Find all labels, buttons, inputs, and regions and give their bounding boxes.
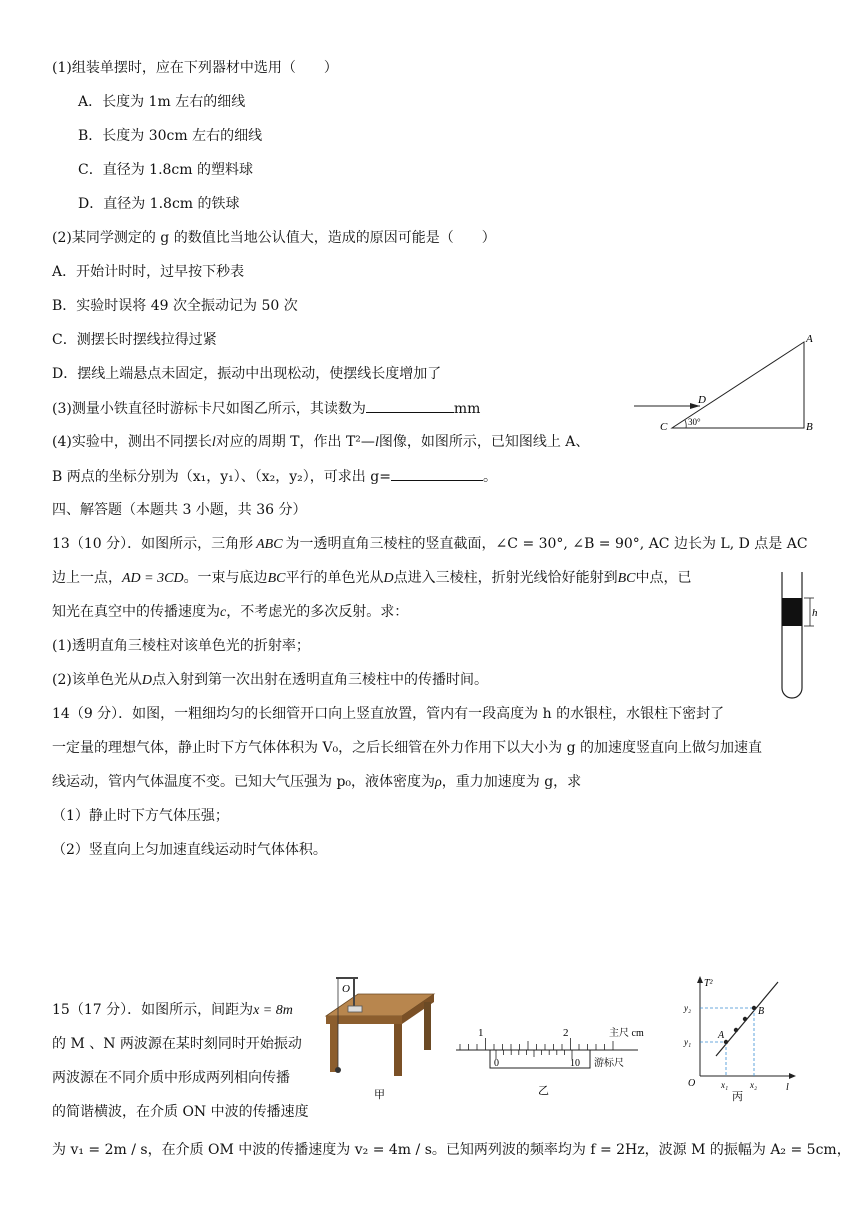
vernier-caliper-figure <box>452 1020 662 1100</box>
equation: x = 8m <box>253 1003 293 1018</box>
prism-diagram <box>628 330 824 436</box>
stand-base <box>348 1006 362 1012</box>
vernier-number: 0 <box>494 1058 499 1069</box>
y-axis-label: T² <box>704 978 713 989</box>
label-b: B <box>806 421 813 433</box>
q13-text: 平行的单色光从 <box>285 570 384 586</box>
q12-part4-text-mid: 对应的周期 T，作出 T²— <box>215 434 375 450</box>
q12-part4-line2 <box>52 466 497 487</box>
figure-caption: 丙 <box>732 1091 743 1102</box>
q12-option-a: A．长度为 1m 左右的细线 <box>78 94 246 110</box>
tick-x2: x₂ <box>750 1080 758 1090</box>
symbol-l: l <box>374 435 379 450</box>
q14-sub1: （1）静止时下方气体压强； <box>52 808 229 824</box>
table-front-edge <box>326 1016 402 1024</box>
glass-tube <box>782 572 802 698</box>
answer-blank[interactable] <box>391 466 483 481</box>
label-h: h <box>812 607 818 619</box>
q13-text: 点进入三棱柱，折射光线恰好能射到 <box>393 570 618 586</box>
label-d: D <box>698 394 706 406</box>
q14-line1: 14（9 分）．如图，一粗细均匀的长细管开口向上竖直放置，管内有一段高度为 h 的水银柱，水银柱下密封了 <box>52 706 725 722</box>
q13-text: 知光在真空中的传播速度为 <box>52 604 220 620</box>
q12-part4-coords: B 两点的坐标分别为（x₁，y₁）、（x₂，y₂），可求出 g= <box>52 469 391 485</box>
table-leg <box>394 1024 402 1076</box>
q15-line2: 的 M 、N 两波源在某时刻同时开始振动 <box>52 1036 302 1052</box>
table-leg <box>424 1002 431 1050</box>
q12-part2-option-b: B．实验时误将 49 次全振动记为 50 次 <box>52 298 298 314</box>
symbol-rho: ρ <box>435 775 442 790</box>
q12-option-d: D．直径为 1.8cm 的铁球 <box>78 196 240 212</box>
q12-part2-option-d: D．摆线上端悬点未固定，振动中出现松动，使摆线长度增加了 <box>52 366 442 382</box>
t2-l-graph <box>676 972 806 1102</box>
symbol-bc: BC <box>267 571 286 586</box>
main-scale-label: 主尺 cm <box>609 1028 644 1039</box>
q12-part2-option-a: A．开始计时时，过早按下秒表 <box>52 264 245 280</box>
q13-sub1: (1)透明直角三棱柱对该单色光的折射率； <box>52 638 310 654</box>
q12-part4-text-end: 图像，如图所示，已知图线上 A、 <box>378 434 590 450</box>
figure-caption: 乙 <box>538 1085 549 1097</box>
vernier-label: 游标尺 <box>594 1058 624 1069</box>
q12-part4-text: (4)实验中，测出不同摆长 <box>52 434 212 450</box>
q13-text: (2)该单色光从 <box>52 672 142 688</box>
q14-text: ，重力加速度为 g，求 <box>441 774 582 790</box>
q12-part4 <box>52 432 589 453</box>
q12-part1: (1)组装单摆时，应在下列器材中选用（ ） <box>52 60 338 76</box>
point-b <box>752 1006 756 1010</box>
main-scale-ticks <box>460 1038 613 1050</box>
q13-text: ，不考虑光的多次反射。求： <box>226 604 409 620</box>
q13-text: 点入射到第一次出射在透明直角三棱柱中的传播时间。 <box>151 672 488 688</box>
y-axis-arrow-icon <box>697 976 703 983</box>
figure-caption: 甲 <box>374 1089 385 1101</box>
q14-line3 <box>52 772 581 793</box>
q12-part3-text: (3)测量小铁直径时游标卡尺如图乙所示，其读数为 <box>52 401 366 417</box>
q13-text: 。一束与底边 <box>183 570 268 586</box>
origin-label: O <box>688 1078 696 1089</box>
vernier-number: 10 <box>570 1058 580 1069</box>
mercury-column <box>782 598 802 626</box>
section-heading: 四、解答题（本题共 3 小题，共 36 分） <box>52 502 307 518</box>
tick-y1: y₁ <box>684 1037 692 1047</box>
q14-line2: 一定量的理想气体，静止时下方气体体积为 V₀，之后长细管在外力作用下以大小为 g 的加速度竖直向上做匀加速直 <box>52 740 763 756</box>
label-b: B <box>758 1006 765 1017</box>
data-point <box>743 1017 747 1021</box>
q15-line3: 两波源在不同介质中形成两列相向传播 <box>52 1070 290 1086</box>
q12-option-b: B．长度为 30cm 左右的细线 <box>78 128 263 144</box>
symbol-bc: BC <box>617 571 636 586</box>
symbol-c: c <box>220 605 227 620</box>
q13-line1 <box>52 534 808 555</box>
tick-y2: y₂ <box>684 1003 692 1013</box>
q12-part3-unit: mm <box>453 401 481 417</box>
label-a: A <box>806 333 813 345</box>
symbol-d: D <box>383 571 394 586</box>
q13-text: 边上一点， <box>52 570 122 586</box>
q15-line1 <box>52 1000 293 1021</box>
q15-text: 15（17 分）．如图所示，间距为 <box>52 1002 254 1018</box>
main-scale-number: 1 <box>478 1027 484 1039</box>
symbol-l: l <box>211 435 216 450</box>
label-o: O <box>342 983 350 995</box>
data-point <box>734 1028 738 1032</box>
label-c: C <box>660 421 668 433</box>
q12-part2: (2)某同学测定的 g 的数值比当地公认值大，造成的原因可能是（ ） <box>52 230 496 246</box>
q14-text: 线运动，管内气体温度不变。已知大气压强为 p₀，液体密度为 <box>52 774 436 790</box>
pendulum-ball <box>335 1067 341 1073</box>
pendulum-table-figure <box>318 972 444 1102</box>
q13-sub2 <box>52 670 488 691</box>
vernier-scale-ticks <box>496 1050 572 1059</box>
point-a <box>724 1040 728 1044</box>
tube-diagram <box>770 570 830 704</box>
equation: AD = 3CD <box>122 571 184 586</box>
q15-line4: 的简谐横波，在介质 ON 中波的传播速度 <box>52 1104 309 1120</box>
angle-label: 30° <box>688 417 701 427</box>
q15-line5: 为 v₁ = 2m / s，在介质 OM 中波的传播速度为 v₂ = 4m / s。已知两列波的频率均为 f = 2Hz，波源 M 的振幅为 A₂ = 5cm， <box>52 1142 851 1158</box>
q12-part2-option-c: C．测摆长时摆线拉得过紧 <box>52 332 217 348</box>
x-axis-label: l <box>786 1082 789 1093</box>
q13-text: 为一透明直角三棱柱的竖直截面，∠C = 30°, ∠B = 90°, AC 边长为 L, D 点是 AC <box>285 536 808 552</box>
x-axis-arrow-icon <box>789 1073 796 1079</box>
label-a: A <box>718 1030 725 1041</box>
symbol-abc: ABC <box>256 537 283 552</box>
period: 。 <box>482 469 497 485</box>
q13-line3 <box>52 602 408 623</box>
q12-part3 <box>52 398 480 419</box>
q13-line2 <box>52 568 691 589</box>
tick-x1: x₁ <box>721 1080 729 1090</box>
symbol-d: D <box>141 673 152 688</box>
angle-arc <box>685 420 686 428</box>
q13-text: 13（10 分）．如图所示，三角形 <box>52 536 254 552</box>
q14-sub2: （2）竖直向上匀加速直线运动时气体体积。 <box>52 842 327 858</box>
table-leg <box>330 1024 338 1072</box>
triangle-abc <box>672 342 804 428</box>
main-scale-number: 2 <box>563 1027 569 1039</box>
answer-blank[interactable] <box>366 398 454 413</box>
q12-option-c: C．直径为 1.8cm 的塑料球 <box>78 162 253 178</box>
q13-text: 中点，已 <box>635 570 692 586</box>
